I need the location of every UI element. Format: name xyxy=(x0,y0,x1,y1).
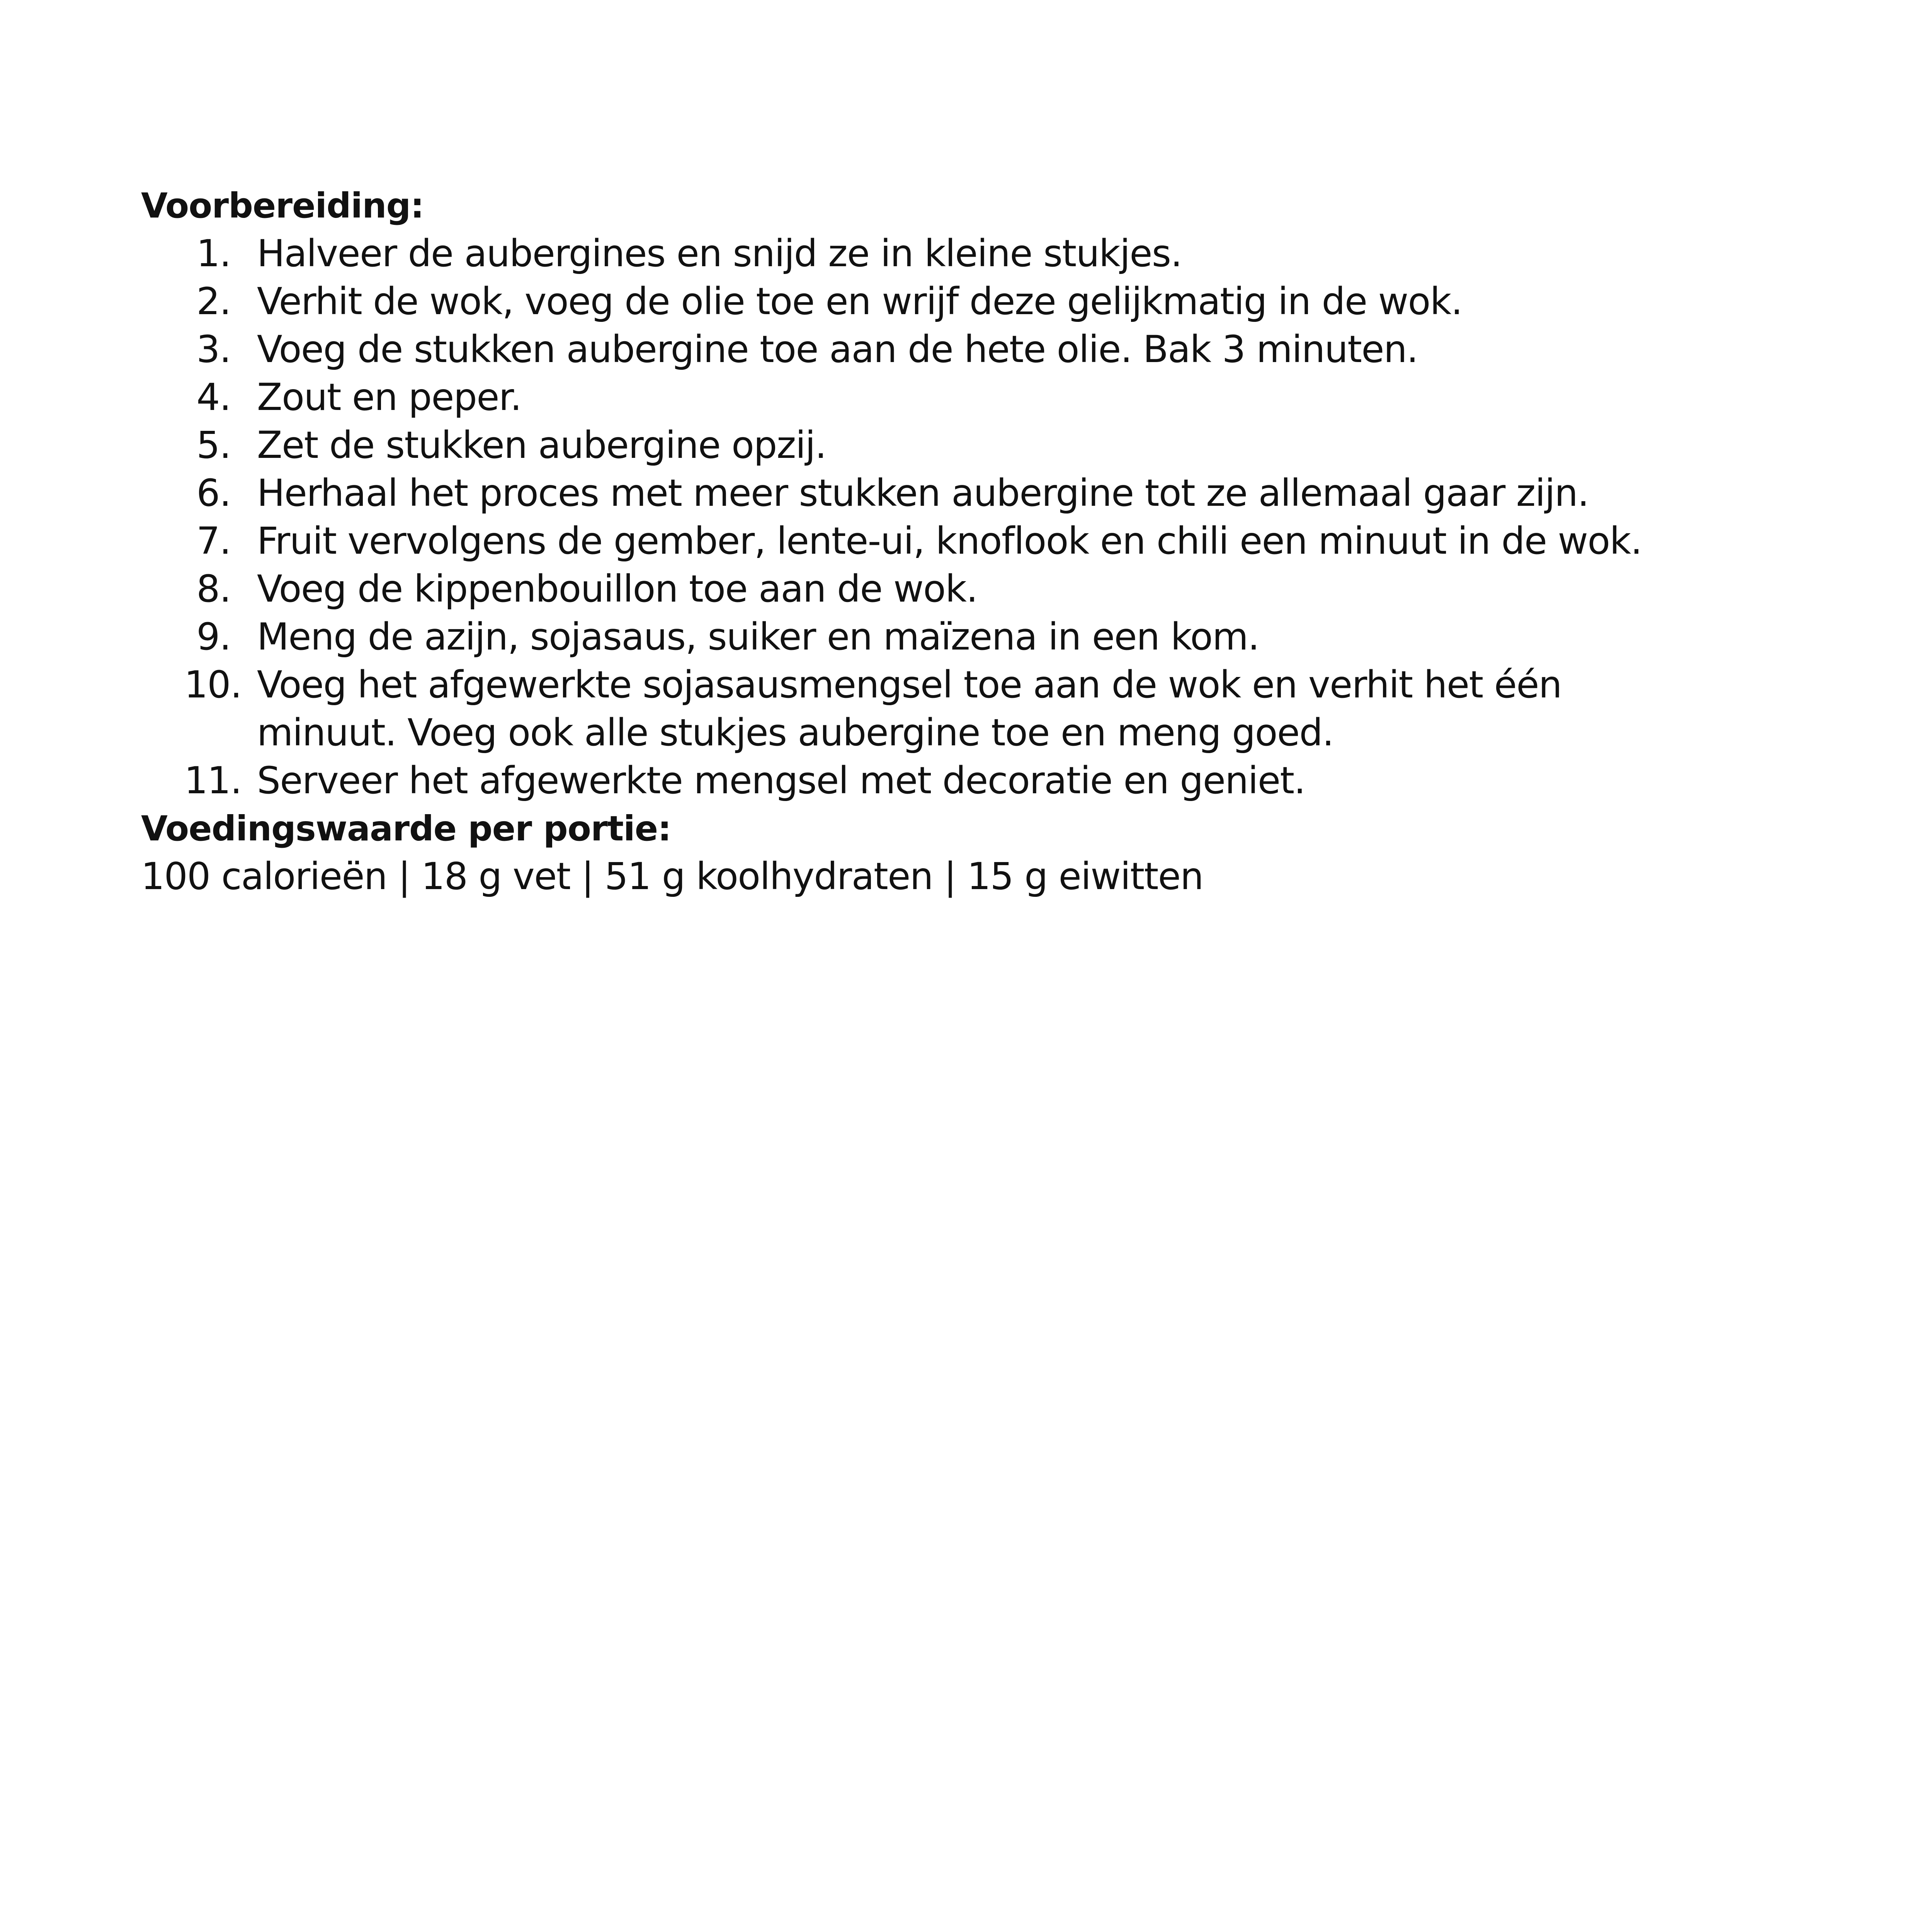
step-item xyxy=(141,230,1841,277)
step-text: Verhit de wok, voeg de olie toe en wrijf deze gelijkmatig in de wok. xyxy=(257,280,1462,323)
step-text: Zet de stukken aubergine opzij. xyxy=(257,423,827,467)
step-item xyxy=(141,757,1841,804)
step-text: Zout en peper. xyxy=(257,376,522,419)
step-text: Voeg het afgewerkte sojasausmengsel toe aan de wok en verhit het één xyxy=(257,663,1562,706)
step-number: 11. xyxy=(184,759,242,802)
step-item xyxy=(141,277,1841,325)
step-number: 3. xyxy=(196,328,231,371)
recipe-page xyxy=(141,182,1841,900)
step-item xyxy=(141,421,1841,469)
step-number: 9. xyxy=(196,615,231,658)
preparation-heading: Voorbereiding: xyxy=(141,185,424,226)
step-item xyxy=(141,661,1841,757)
nutrition-facts: 100 calorieën | 18 g vet | 51 g koolhydraten | 15 g eiwitten xyxy=(141,855,1203,898)
step-number: 8. xyxy=(196,567,231,611)
step-text: Serveer het afgewerkte mengsel met decoratie en geniet. xyxy=(257,759,1305,802)
step-item xyxy=(141,373,1841,421)
preparation-steps-list xyxy=(141,230,1841,804)
step-number: 2. xyxy=(196,280,231,323)
step-item xyxy=(141,565,1841,613)
step-item xyxy=(141,469,1841,517)
step-number: 10. xyxy=(184,663,242,706)
step-item xyxy=(141,517,1841,565)
step-text-continuation: minuut. Voeg ook alle stukjes aubergine toe en meng goed. xyxy=(257,711,1333,754)
nutrition-heading: Voedingswaarde per portie: xyxy=(141,808,671,849)
step-item xyxy=(141,325,1841,373)
step-item xyxy=(141,613,1841,661)
step-number: 7. xyxy=(196,519,231,563)
step-text: Voeg de kippenbouillon toe aan de wok. xyxy=(257,567,978,611)
step-number: 6. xyxy=(196,471,231,515)
step-text: Halveer de aubergines en snijd ze in kleine stukjes. xyxy=(257,232,1182,275)
step-text: Meng de azijn, sojasaus, suiker en maïzena in een kom. xyxy=(257,615,1259,658)
step-number: 5. xyxy=(196,423,231,467)
step-number: 4. xyxy=(196,376,231,419)
step-text: Herhaal het proces met meer stukken aubergine tot ze allemaal gaar zijn. xyxy=(257,471,1589,515)
step-number: 1. xyxy=(196,232,231,275)
step-text: Voeg de stukken aubergine toe aan de hete olie. Bak 3 minuten. xyxy=(257,328,1418,371)
step-text: Fruit vervolgens de gember, lente-ui, knoflook en chili een minuut in de wok. xyxy=(257,519,1642,563)
